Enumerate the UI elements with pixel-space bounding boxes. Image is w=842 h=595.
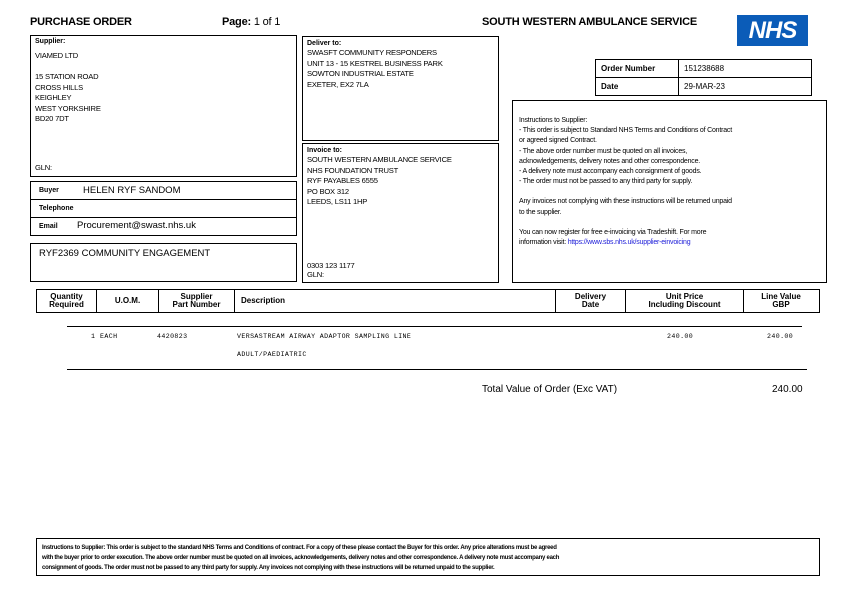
total-label: Total Value of Order (Exc VAT) — [482, 384, 618, 395]
email-row — [31, 218, 296, 235]
buyer-box — [30, 181, 297, 236]
instruction-line: - The above order number must be quoted on all invoices, — [519, 147, 688, 155]
einvoice-link[interactable]: https://www.sbs.nhs.uk/supplier-einvoicing — [567, 239, 691, 247]
address-line: PO BOX 312 — [307, 186, 349, 196]
header-underline — [67, 326, 802, 327]
instruction-line: - This order is subject to Standard NHS Terms and Conditions of Contract — [519, 127, 732, 135]
order-number-label: Order Number — [596, 60, 679, 78]
email-value[interactable]: Procurement@swast.nhs.uk — [77, 220, 196, 231]
date-value: 29-MAR-23 — [679, 78, 812, 96]
footer-line: consignment of goods. The order must not be passed to any third party for supply. Any invoices not complying with these instructions will be returned unpaid to the supplier. — [42, 565, 495, 571]
header-delivery-date: Delivery Date — [556, 290, 626, 312]
instructions-heading: Instructions to Supplier: — [519, 117, 588, 124]
einvoice-prefix: information visit: — [519, 239, 568, 247]
row-uom: EACH — [100, 333, 118, 340]
invoice-to-box — [302, 143, 499, 283]
address-line: CROSS HILLS — [35, 82, 84, 92]
warning-line: Any invoices not complying with these instructions will be returned unpaid — [519, 198, 732, 206]
address-line: WEST YORKSHIRE — [35, 103, 101, 113]
instructions-text — [519, 116, 824, 248]
footer-line: Instructions to Supplier: This order is subject to the standard NHS Terms and Conditions of contract. For a copy of these please contact the Buyer for this order. Any price alterations must be agreed — [42, 545, 557, 551]
supplier-box — [30, 35, 297, 177]
telephone-row — [31, 200, 296, 218]
deliver-to-box — [302, 36, 499, 141]
supplier-label: Supplier: — [35, 38, 66, 45]
organisation-name: SOUTH WESTERN AMBULANCE SERVICE — [482, 16, 698, 28]
header-quantity: Quantity Required — [37, 290, 97, 312]
telephone-label: Telephone — [39, 205, 74, 212]
einvoice-line — [519, 238, 824, 248]
header-uom: U.O.M. — [97, 290, 159, 312]
address-line: 15 STATION ROAD — [35, 72, 99, 81]
table-row — [67, 330, 807, 370]
instruction-line: - A delivery note must accompany each consignment of goods. — [519, 168, 702, 176]
order-number-value: 151238688 — [679, 60, 812, 78]
document-title: PURCHASE ORDER — [30, 16, 132, 28]
supplier-gln-label: GLN: — [35, 163, 52, 172]
invoice-gln-label: GLN: — [307, 270, 324, 279]
address-line: BD20 7DT — [35, 114, 69, 123]
reference-text: RYF2369 COMMUNITY ENGAGEMENT — [39, 248, 211, 259]
reference-box — [30, 243, 297, 282]
address-line: LEEDS, LS11 1HP — [307, 197, 368, 206]
footer-instructions-box — [36, 538, 820, 576]
deliver-to-label: Deliver to: — [307, 40, 342, 47]
total-value: 240.00 — [772, 384, 803, 395]
line-items-header — [36, 289, 820, 313]
invoice-to-address — [307, 155, 452, 208]
address-line: UNIT 13 - 15 KESTREL BUSINESS PARK — [307, 58, 443, 68]
footer-line: with the buyer prior to order execution. The above order number must be quoted on all invoices, acknowledgements, delivery notes and other correspondence. A delivery note must accompany each — [42, 555, 560, 561]
address-line: SWASFT COMMUNITY RESPONDERS — [307, 48, 437, 57]
address-line: EXETER, EX2 7LA — [307, 79, 369, 89]
buyer-row — [31, 182, 296, 200]
supplier-name: VIAMED LTD — [35, 51, 79, 60]
header-description: Description — [235, 290, 556, 312]
row-part-number: 4420823 — [157, 333, 188, 340]
row-line-value: 240.00 — [767, 333, 794, 340]
row-description-line1: VERSASTREAM AIRWAY ADAPTOR SAMPLING LINE — [237, 333, 412, 340]
order-number-row — [596, 60, 812, 78]
email-label: Email — [39, 223, 58, 230]
address-line: SOWTON INDUSTRIAL ESTATE — [307, 69, 414, 78]
address-line: SOUTH WESTERN AMBULANCE SERVICE — [307, 155, 452, 164]
einvoice-line: You can now register for free e-invoicing via Tradeshift. For more — [519, 228, 707, 236]
order-info-table — [595, 59, 812, 96]
supplier-address — [35, 72, 101, 125]
instructions-box — [512, 100, 827, 283]
address-line: RYF PAYABLES 6555 — [307, 176, 378, 185]
address-line: NHS FOUNDATION TRUST — [307, 165, 399, 175]
buyer-label: Buyer — [39, 187, 59, 194]
invoice-phone: 0303 123 1177 — [307, 261, 355, 270]
footer-text — [42, 543, 559, 573]
header-line-value: Line Value GBP — [761, 292, 801, 309]
row-unit-price: 240.00 — [667, 333, 694, 340]
warning-line: to the supplier. — [519, 208, 562, 216]
date-label: Date — [596, 78, 679, 96]
nhs-logo: NHS — [737, 15, 808, 46]
instruction-line: acknowledgements, delivery notes and other correspondence. — [519, 157, 701, 165]
address-line: KEIGHLEY — [35, 93, 72, 102]
deliver-to-address — [307, 48, 443, 90]
instruction-line: - The order must not be passed to any third party for supply. — [519, 178, 693, 186]
row-description-line2: ADULT/PAEDIATRIC — [237, 351, 307, 358]
row-quantity: 1 — [91, 333, 96, 340]
header-unit-price: Unit Price Including Discount — [626, 290, 744, 312]
instruction-line: or agreed signed Contract. — [519, 137, 597, 145]
page-value: 1 of 1 — [253, 16, 281, 28]
page-indicator — [222, 16, 280, 28]
header-part-number: Supplier Part Number — [159, 290, 235, 312]
date-row — [596, 78, 812, 96]
invoice-to-label: Invoice to: — [307, 147, 343, 154]
page-label: Page: — [222, 16, 251, 28]
buyer-value: HELEN RYF SANDOM — [83, 185, 181, 196]
